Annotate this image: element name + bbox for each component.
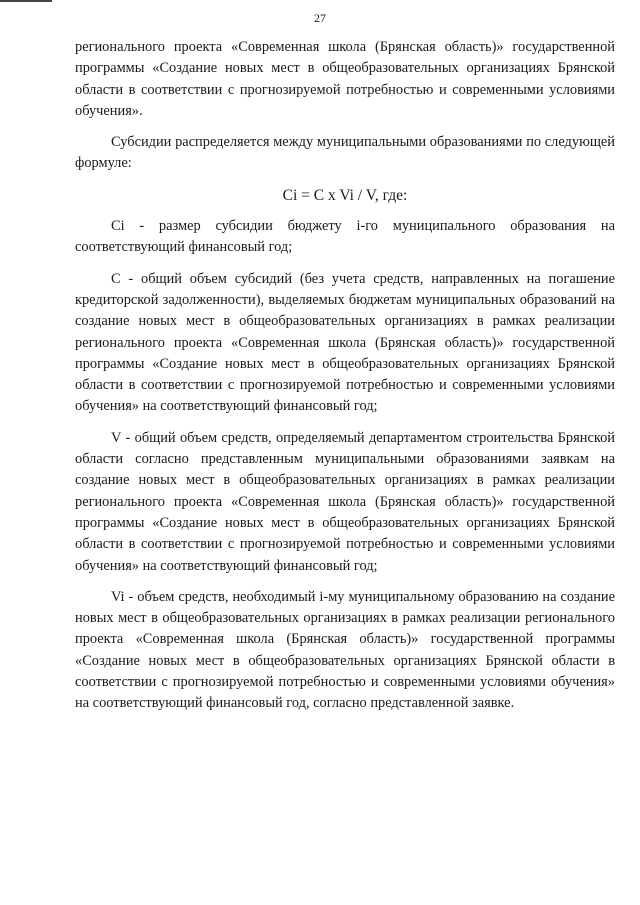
scan-edge-mark (0, 0, 52, 2)
definition-ci: Ci - размер субсидии бюджету i-го муниципального образования на соответствующий финансовый год; (75, 218, 615, 256)
paragraph-subsidy-distribution: Субсидии распределяется между муниципальными образованиями по следующей формуле: (75, 134, 615, 172)
paragraph-continuation: регионального проекта «Современная школа (Брянская область)» государственной программы «Создание новых мест в общеобразовательных организациях Брянской области в соответствии с прогнозируемой потребностью и современными условиями обучения». (75, 39, 615, 119)
definition-c: C - общий объем субсидий (без учета средств, направленных на погашение кредиторской задолженности), выделяемых бюджетам муниципальных образований на создание новых мест в общеобразовательных организациях в рамках реализации регионального проекта «Современная школа (Брянская область)» государственной программы «Создание новых мест в общеобразовательных организациях Брянской области в соответствии с прогнозируемой потребностью и современными условиями обучения» на соответствующий финансовый год; (75, 270, 615, 415)
subsidy-formula: Ci = C x Vi / V, где: (282, 186, 408, 204)
page-number: 27 (314, 11, 326, 25)
definition-v: V - общий объем средств, определяемый департаментом строительства Брянской области согласно представленным муниципальными образованиями заявкам на создание новых мест в общеобразовательных организациях в рамках реализации регионального проекта «Современная школа (Брянская область)» государственной программы «Создание новых мест в общеобразовательных организациях Брянской области в соответствии с прогнозируемой потребностью и современными условиями обучения» на соответствующий финансовый год; (75, 429, 615, 574)
definition-vi: Vi - объем средств, необходимый i-му муниципальному образованию на создание новых мест в общеобразовательных организациях в рамках реализации регионального проекта «Современная школа (Брянская область)» государственной программы «Создание новых мест в общеобразовательных организациях Брянской области в соответствии с прогнозируемой потребностью и современными условиями обучения» на соответствующий финансовый год, согласно представленной заявке. (75, 588, 615, 712)
document-body (75, 37, 615, 715)
